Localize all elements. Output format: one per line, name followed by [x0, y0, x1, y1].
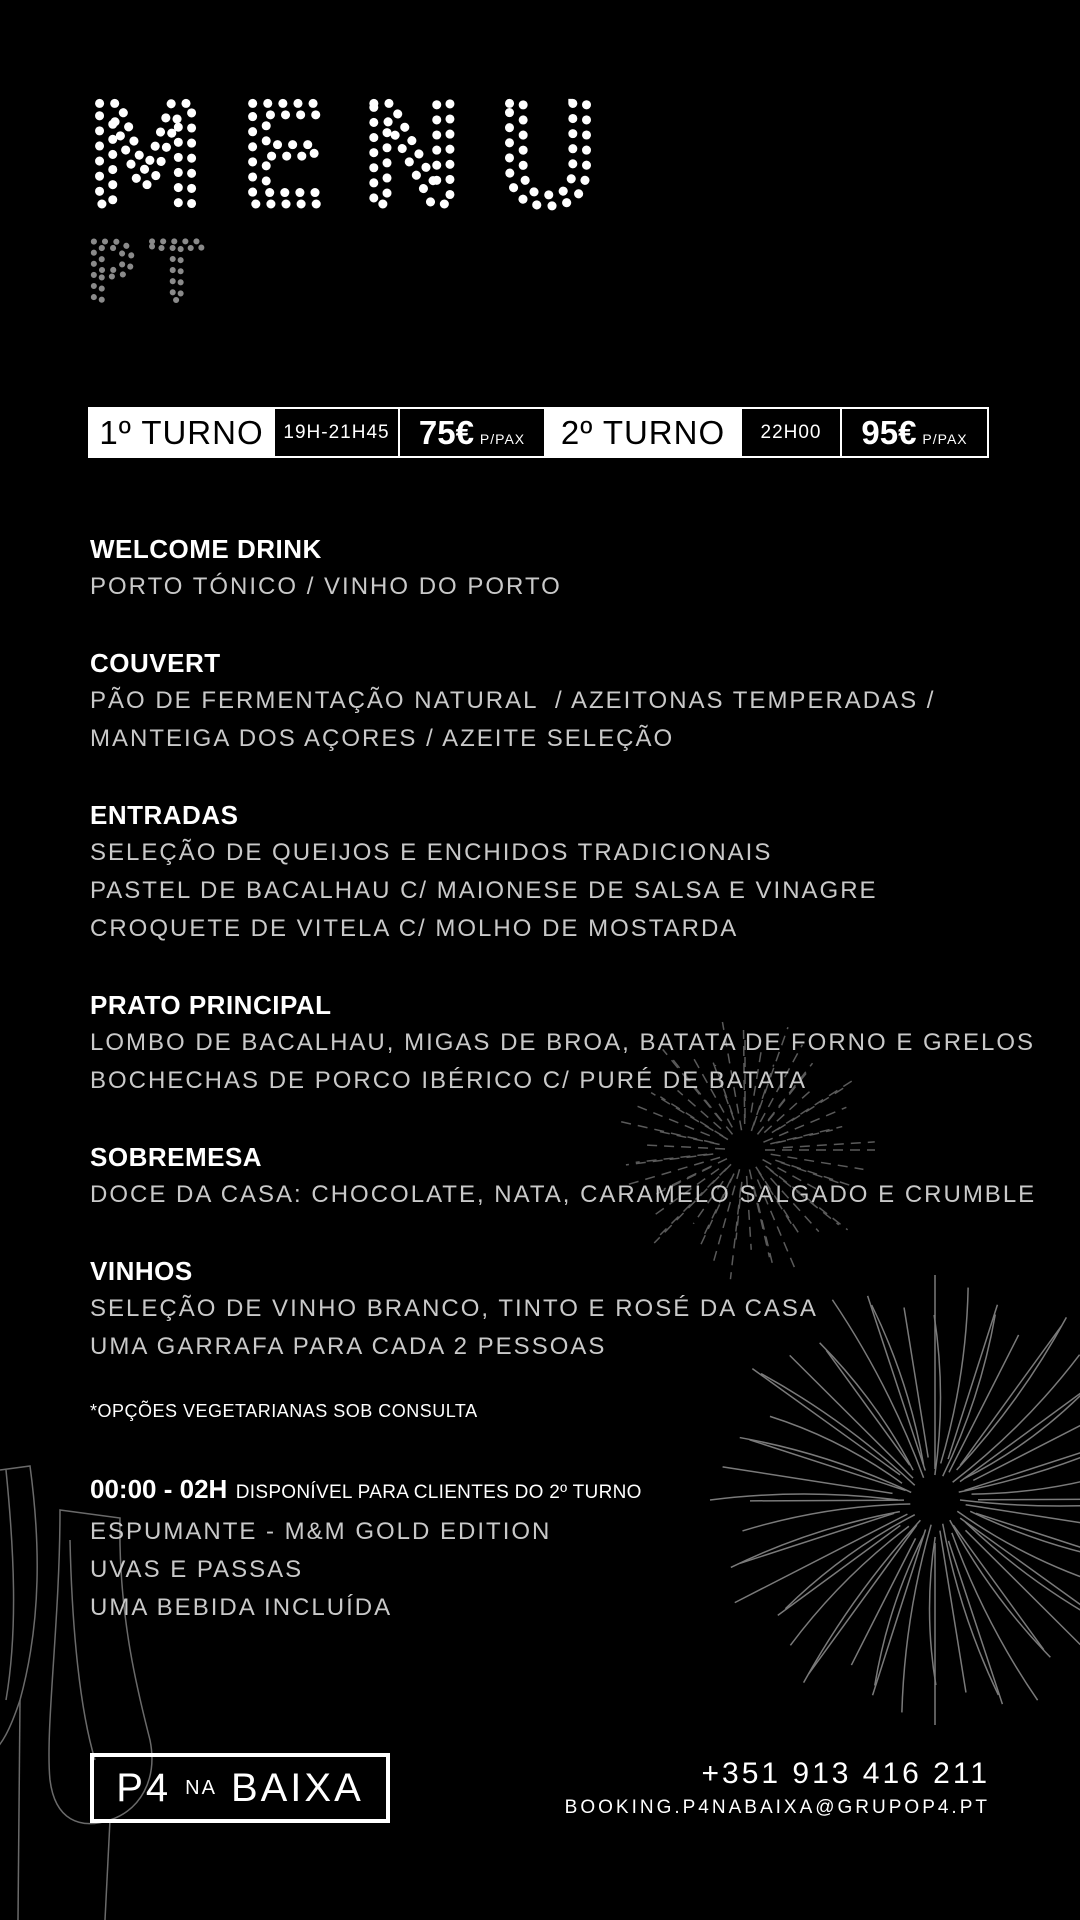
late-night-header: [90, 1470, 1050, 1513]
section-prato-principal: [90, 986, 1050, 1100]
late-night-subtitle: DISPONÍVEL PARA CLIENTES DO 2º TURNO: [235, 1482, 642, 1503]
menu-title: [86, 76, 633, 237]
turn1-time: 19H-21H45: [275, 409, 400, 456]
menu-item: SELEÇÃO DE QUEIJOS E ENCHIDOS TRADICIONAIS: [90, 839, 773, 866]
logo-mid-text: NA: [185, 1776, 217, 1799]
booking-email[interactable]: BOOKING.P4NABAIXA@GRUPOP4.PT: [564, 1797, 990, 1818]
section-title: ENTRADAS: [90, 800, 239, 830]
turn2-price-unit: P/PAX: [922, 430, 968, 447]
menu-item: UMA GARRAFA PARA CADA 2 PESSOAS: [90, 1333, 607, 1360]
menu-title-text: MENU: [86, 76, 633, 237]
logo-left-text: P4: [116, 1765, 172, 1810]
section-sobremesa: [90, 1138, 1050, 1214]
price-bar: [88, 407, 989, 458]
turn1-price: 75€: [418, 413, 474, 451]
menu-body: [90, 530, 1050, 1665]
section-title: SOBREMESA: [90, 1142, 263, 1172]
menu-item: MANTEIGA DOS AÇORES / AZEITE SELEÇÃO: [90, 725, 675, 752]
late-night-time: 00:00 - 02H: [90, 1474, 228, 1504]
menu-title-dotted: [86, 76, 633, 237]
turn2-time: 22H00: [742, 409, 842, 456]
menu-item: PASTEL DE BACALHAU C/ MAIONESE DE SALSA E VINAGRE: [90, 877, 878, 904]
menu-item: BOCHECHAS DE PORCO IBÉRICO C/ PURÉ DE BATATA: [90, 1067, 807, 1094]
turn2-price-cell: [842, 409, 987, 456]
turn2-label: 2º TURNO: [546, 409, 742, 456]
menu-item: DOCE DA CASA: CHOCOLATE, NATA, CARAMELO SALGADO E CRUMBLE: [90, 1181, 1037, 1208]
section-title: VINHOS: [90, 1256, 193, 1286]
section-couvert: [90, 644, 1050, 758]
menu-item: PORTO TÓNICO / VINHO DO PORTO: [90, 573, 562, 600]
section-late-night: [90, 1470, 1050, 1627]
turn1-label: 1º TURNO: [90, 409, 275, 456]
p4-na-baixa-logo: [90, 1753, 390, 1823]
menu-item: UMA BEBIDA INCLUÍDA: [90, 1594, 393, 1621]
menu-item: UVAS E PASSAS: [90, 1556, 304, 1583]
menu-item: ESPUMANTE - M&M GOLD EDITION: [90, 1518, 552, 1545]
section-welcome-drink: [90, 530, 1050, 606]
menu-item: SELEÇÃO DE VINHO BRANCO, TINTO E ROSÉ DA CASA: [90, 1295, 818, 1322]
logo-right-text: BAIXA: [230, 1765, 364, 1810]
section-title: COUVERT: [90, 648, 221, 678]
menu-item: LOMBO DE BACALHAU, MIGAS DE BROA, BATATA DE FORNO E GRELOS: [90, 1029, 1036, 1056]
turn1-price-cell: [400, 409, 546, 456]
menu-item: PÃO DE FERMENTAÇÃO NATURAL / AZEITONAS TEMPERADAS /: [90, 687, 936, 714]
menu-subtitle-text: PT: [86, 226, 220, 319]
phone-number[interactable]: +351 913 416 211: [701, 1757, 990, 1790]
section-vinhos: [90, 1252, 1050, 1366]
turn1-price-unit: P/PAX: [479, 430, 526, 447]
menu-subtitle: [86, 226, 246, 319]
section-title: WELCOME DRINK: [90, 534, 322, 564]
menu-item: CROQUETE DE VITELA C/ MOLHO DE MOSTARDA: [90, 915, 739, 942]
section-title: PRATO PRINCIPAL: [90, 990, 332, 1020]
turn2-price: 95€: [861, 413, 917, 451]
vegetarian-note: *OPÇÕES VEGETARIANAS SOB CONSULTA: [90, 1401, 478, 1421]
section-entradas: [90, 796, 1050, 948]
